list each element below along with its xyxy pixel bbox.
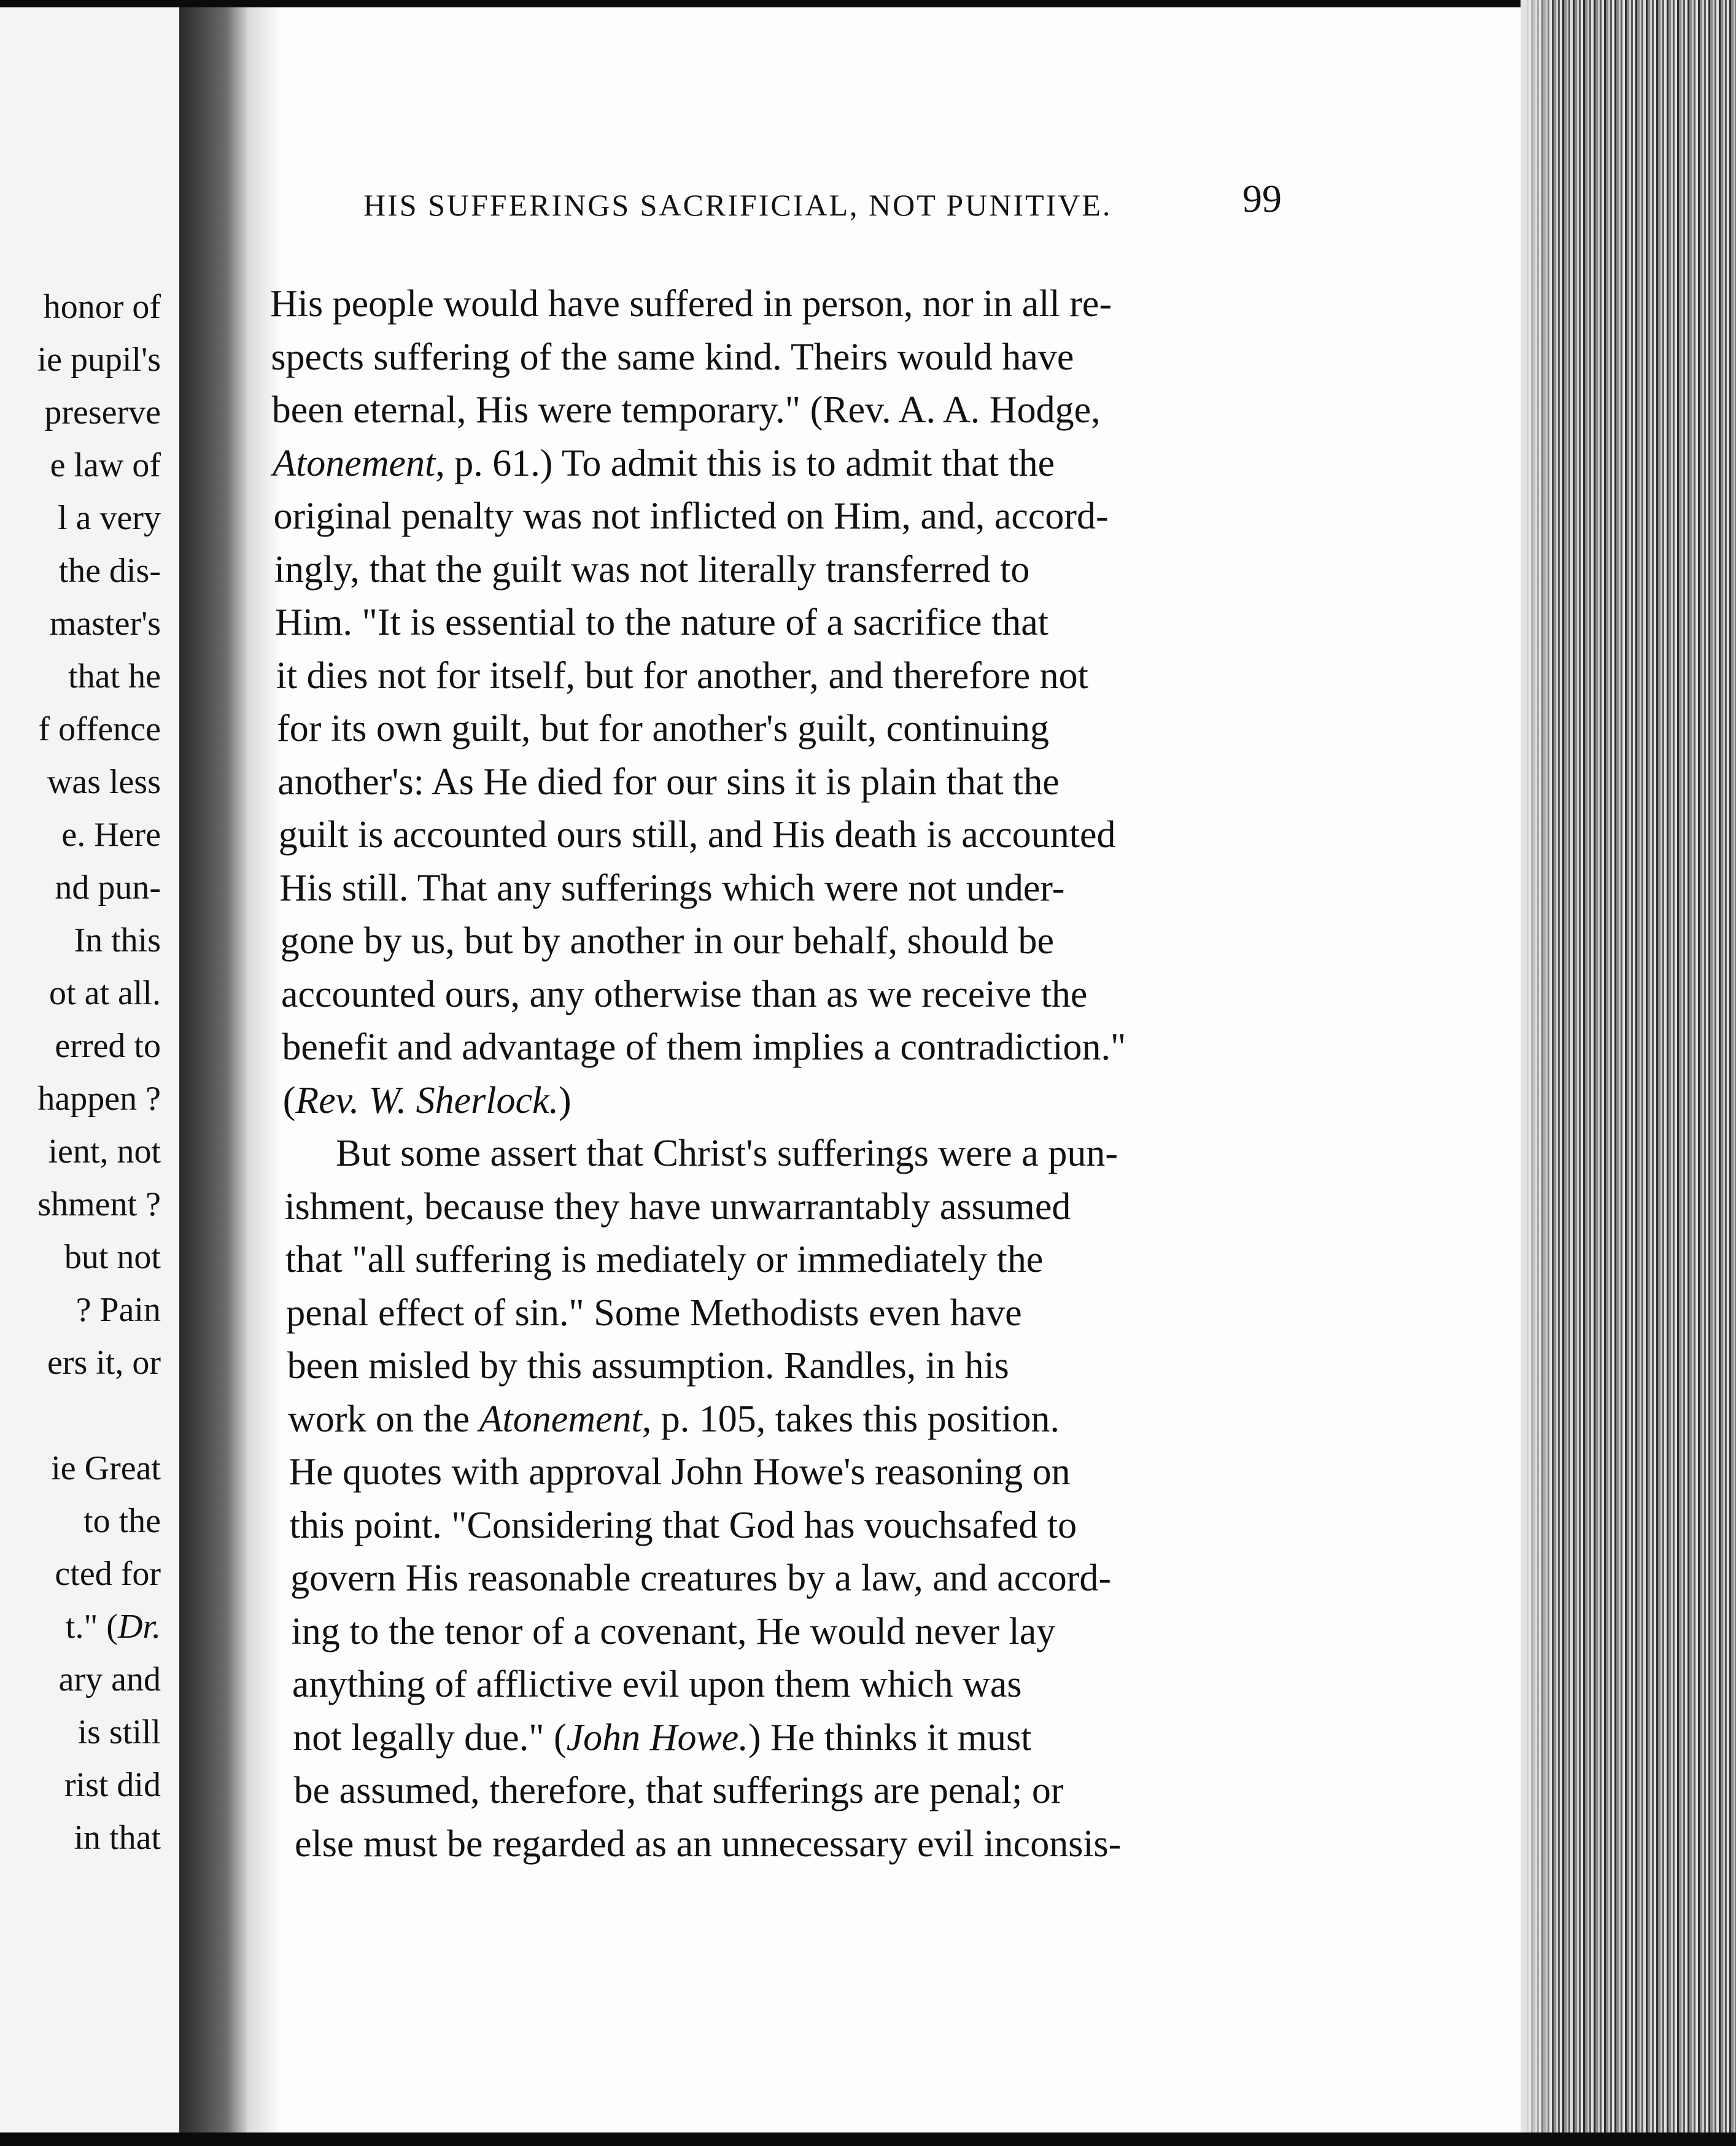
running-head: HIS SUFFERINGS SACRIFICIAL, NOT PUNITIVE. [363, 188, 1112, 222]
body-line [273, 437, 1521, 490]
left-page-line: erred to [55, 1027, 161, 1065]
left-page-line: shment ? [37, 1185, 161, 1223]
body-line-text: ingly, that the guilt was not literally transferred to [274, 548, 1030, 591]
left-page-line: ary and [58, 1660, 161, 1699]
body-line [276, 649, 1521, 703]
left-page-line: ot at all. [49, 974, 161, 1012]
left-page-line: that he [68, 657, 161, 695]
body-line [279, 862, 1521, 915]
left-page-line: cted for [55, 1555, 161, 1593]
body-line-text: work on the Atonement, p. 105, takes this position. [287, 1398, 1060, 1440]
body-line [284, 1764, 1521, 1818]
body-line [270, 277, 1521, 331]
body-line-text: govern His reasonable creatures by a law, and accord- [290, 1557, 1112, 1599]
left-page-line: rist did [64, 1766, 161, 1804]
body-line-text: original penalty was not inflicted on Him, and, accord- [273, 495, 1109, 537]
left-page-line: is still [77, 1713, 161, 1751]
main-page [270, 7, 1521, 2132]
left-page-line: f offence [38, 710, 161, 748]
body-line-text: Him. "It is essential to the nature of a sacrifice that [275, 602, 1048, 643]
body-line [284, 1393, 1521, 1446]
left-page-line: e. Here [61, 816, 161, 854]
book-gutter [179, 7, 247, 2132]
body-line [284, 1074, 1521, 1128]
body-line [284, 1818, 1521, 1871]
scan-frame-bottom [0, 2132, 1736, 2146]
body-line-text: He quotes with approval John Howe's reasoning on [289, 1451, 1071, 1493]
left-page-line: ? Pain [76, 1291, 161, 1329]
left-page-line: master's [49, 605, 161, 643]
left-page-line: preserve [44, 393, 161, 432]
body-line-text: for its own guilt, but for another's guilt, continuing [277, 708, 1049, 750]
body-line-text: penal effect of sin." Some Methodists even have [286, 1292, 1022, 1334]
body-line-text: else must be regarded as an unnecessary evil inconsis- [295, 1823, 1122, 1865]
left-page-text [0, 281, 179, 1864]
left-page-line: but not [64, 1238, 161, 1276]
page-stack-shadow [1521, 0, 1557, 2146]
left-page-line: l a very [58, 499, 161, 537]
left-page-line: ie pupil's [37, 341, 161, 379]
left-page-line: happen ? [37, 1080, 161, 1118]
left-page-line: ient, not [48, 1133, 161, 1171]
body-line [277, 702, 1521, 756]
left-page-line: honor of [43, 288, 161, 326]
body-line [273, 490, 1521, 543]
page-number: 99 [1242, 177, 1282, 220]
body-line-text: ishment, because they have unwarrantably assumed [284, 1185, 1071, 1228]
scan-frame-top [0, 0, 1736, 7]
body-line [274, 543, 1521, 597]
body-line-text: anything of afflictive evil upon them which was [292, 1664, 1022, 1705]
left-page-line: e law of [50, 446, 161, 484]
body-line [278, 808, 1521, 862]
left-page-line [0, 1389, 179, 1442]
body-line [284, 1552, 1521, 1605]
body-line-text: (Rev. W. Sherlock.) [282, 1079, 572, 1121]
left-page-line: ers it, or [47, 1344, 161, 1382]
body-line-text: been misled by this assumption. Randles, in his [287, 1345, 1009, 1387]
body-line-text: this point. "Considering that God has vouchsafed to [289, 1504, 1077, 1546]
left-page-line: in that [74, 1819, 161, 1857]
body-line [271, 384, 1521, 437]
body-line-text: that "all suffering is mediately or immediately the [285, 1239, 1044, 1280]
left-page-line: to the [83, 1502, 161, 1540]
body-line-text: accounted ours, any otherwise than as we receive the [281, 973, 1088, 1015]
facing-left-page [0, 7, 179, 2132]
body-line-text: benefit and advantage of them implies a contradiction." [282, 1026, 1126, 1068]
body-line [284, 1446, 1521, 1499]
body-line [284, 1339, 1521, 1393]
body-line-text: been eternal, His were temporary." (Rev. A. A. Hodge, [271, 389, 1101, 431]
body-line [284, 1711, 1521, 1765]
body-line-text: His still. That any sufferings which were not under- [279, 867, 1065, 909]
left-page-line: t." (Dr. [65, 1608, 161, 1646]
left-page-line: nd pun- [55, 869, 161, 907]
body-line [271, 331, 1521, 384]
body-line [275, 596, 1521, 649]
body-line-text: Atonement, p. 61.) To admit this is to admit that the [273, 442, 1055, 484]
body-line [281, 968, 1521, 1021]
body-line [280, 915, 1521, 968]
left-page-line: the dis- [58, 552, 161, 590]
body-line-text: be assumed, therefore, that sufferings are penal; or [293, 1770, 1064, 1811]
body-line [284, 1127, 1521, 1180]
body-line [284, 1287, 1521, 1340]
body-text [270, 277, 1521, 1870]
body-line [284, 1180, 1521, 1234]
body-line-text: guilt is accounted ours still, and His death is accounted [278, 814, 1116, 856]
body-line [284, 1499, 1521, 1552]
body-line-text: it dies not for itself, but for another, and therefore not [276, 654, 1088, 697]
body-line-text: His people would have suffered in person, nor in all re- [270, 283, 1112, 325]
left-page-line: In this [74, 921, 161, 959]
body-line-text: spects suffering of the same kind. Theirs would have [271, 336, 1074, 378]
body-line [277, 756, 1521, 809]
left-page-line: was less [47, 763, 161, 801]
body-line-text: not legally due." (John Howe.) He thinks it must [293, 1716, 1032, 1759]
body-line-text: another's: As He died for our sins it is plain that the [277, 761, 1060, 803]
body-line [284, 1233, 1521, 1287]
body-line [284, 1021, 1521, 1074]
body-line [284, 1658, 1521, 1711]
body-line-text: But some assert that Christ's sufferings were a pun- [336, 1133, 1118, 1174]
body-line-text: gone by us, but by another in our behalf, should be [280, 920, 1054, 962]
body-line-text: ing to the tenor of a covenant, He would never lay [291, 1610, 1056, 1652]
body-line [284, 1605, 1521, 1659]
left-page-line: ie Great [51, 1449, 161, 1487]
